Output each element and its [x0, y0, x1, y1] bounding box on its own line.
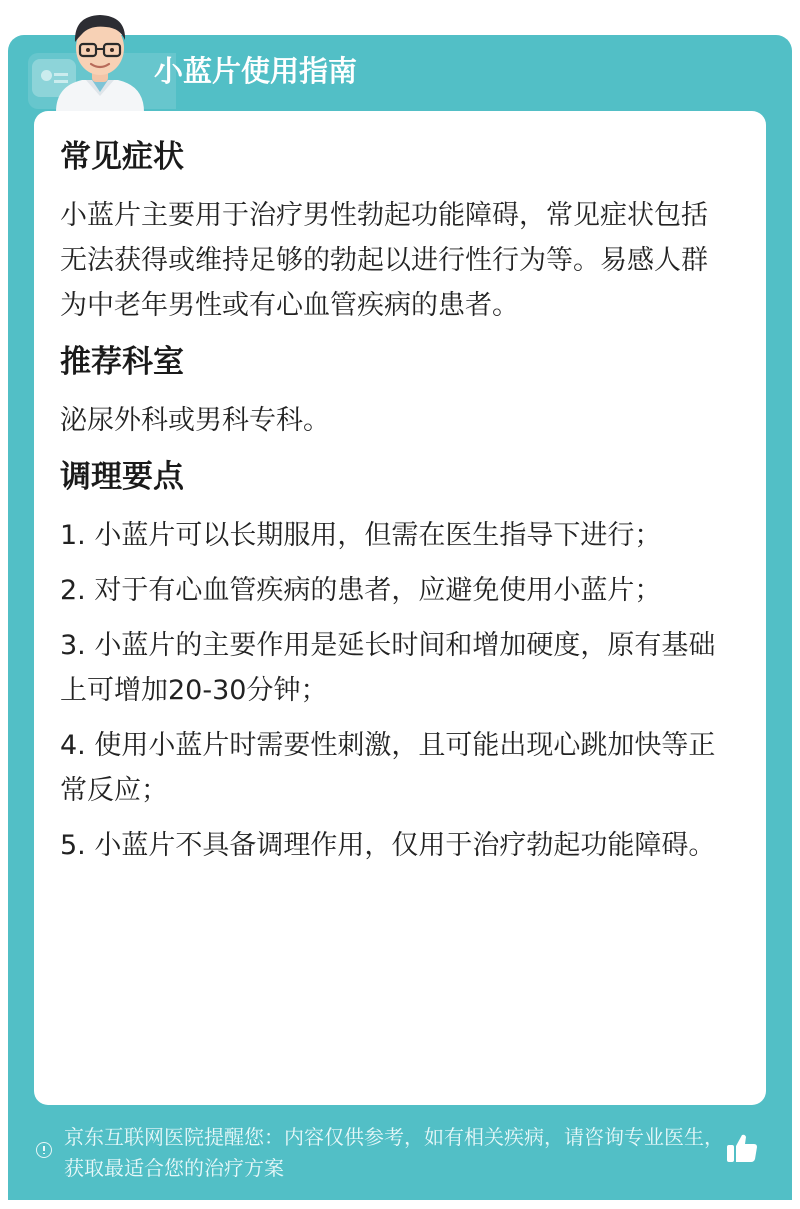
department-body: 泌尿外科或男科专科。	[60, 405, 330, 436]
page-title: 小蓝片使用指南	[154, 54, 358, 88]
doctor-avatar	[42, 8, 158, 112]
list-item: 5. 小蓝片不具备调理作用，仅用于治疗勃起功能障碍。	[60, 830, 716, 861]
care-list	[60, 513, 730, 868]
care-title: 调理要点	[60, 459, 184, 495]
card-content	[60, 135, 730, 878]
info-icon	[36, 1142, 52, 1158]
list-item: 3. 小蓝片的主要作用是延长时间和增加硬度，原有基础上可增加20-30分钟；	[60, 630, 716, 706]
symptoms-title: 常见症状	[60, 139, 184, 175]
thumbs-up-icon[interactable]	[724, 1130, 760, 1166]
list-item: 1. 小蓝片可以长期服用，但需在医生指导下进行；	[60, 520, 662, 551]
content-card	[34, 111, 766, 1105]
list-item: 4. 使用小蓝片时需要性刺激，且可能出现心跳加快等正常反应；	[60, 730, 716, 806]
disclaimer-text: 京东互联网医院提醒您：内容仅供参考，如有相关疾病，请咨询专业医生，获取最适合您的治疗方案	[64, 1125, 724, 1180]
list-item: 2. 对于有心血管疾病的患者，应避免使用小蓝片；	[60, 575, 662, 606]
symptoms-body: 小蓝片主要用于治疗男性勃起功能障碍，常见症状包括无法获得或维持足够的勃起以进行性行为等。易感人群为中老年男性或有心血管疾病的患者。	[60, 200, 708, 321]
department-title: 推荐科室	[60, 344, 184, 380]
